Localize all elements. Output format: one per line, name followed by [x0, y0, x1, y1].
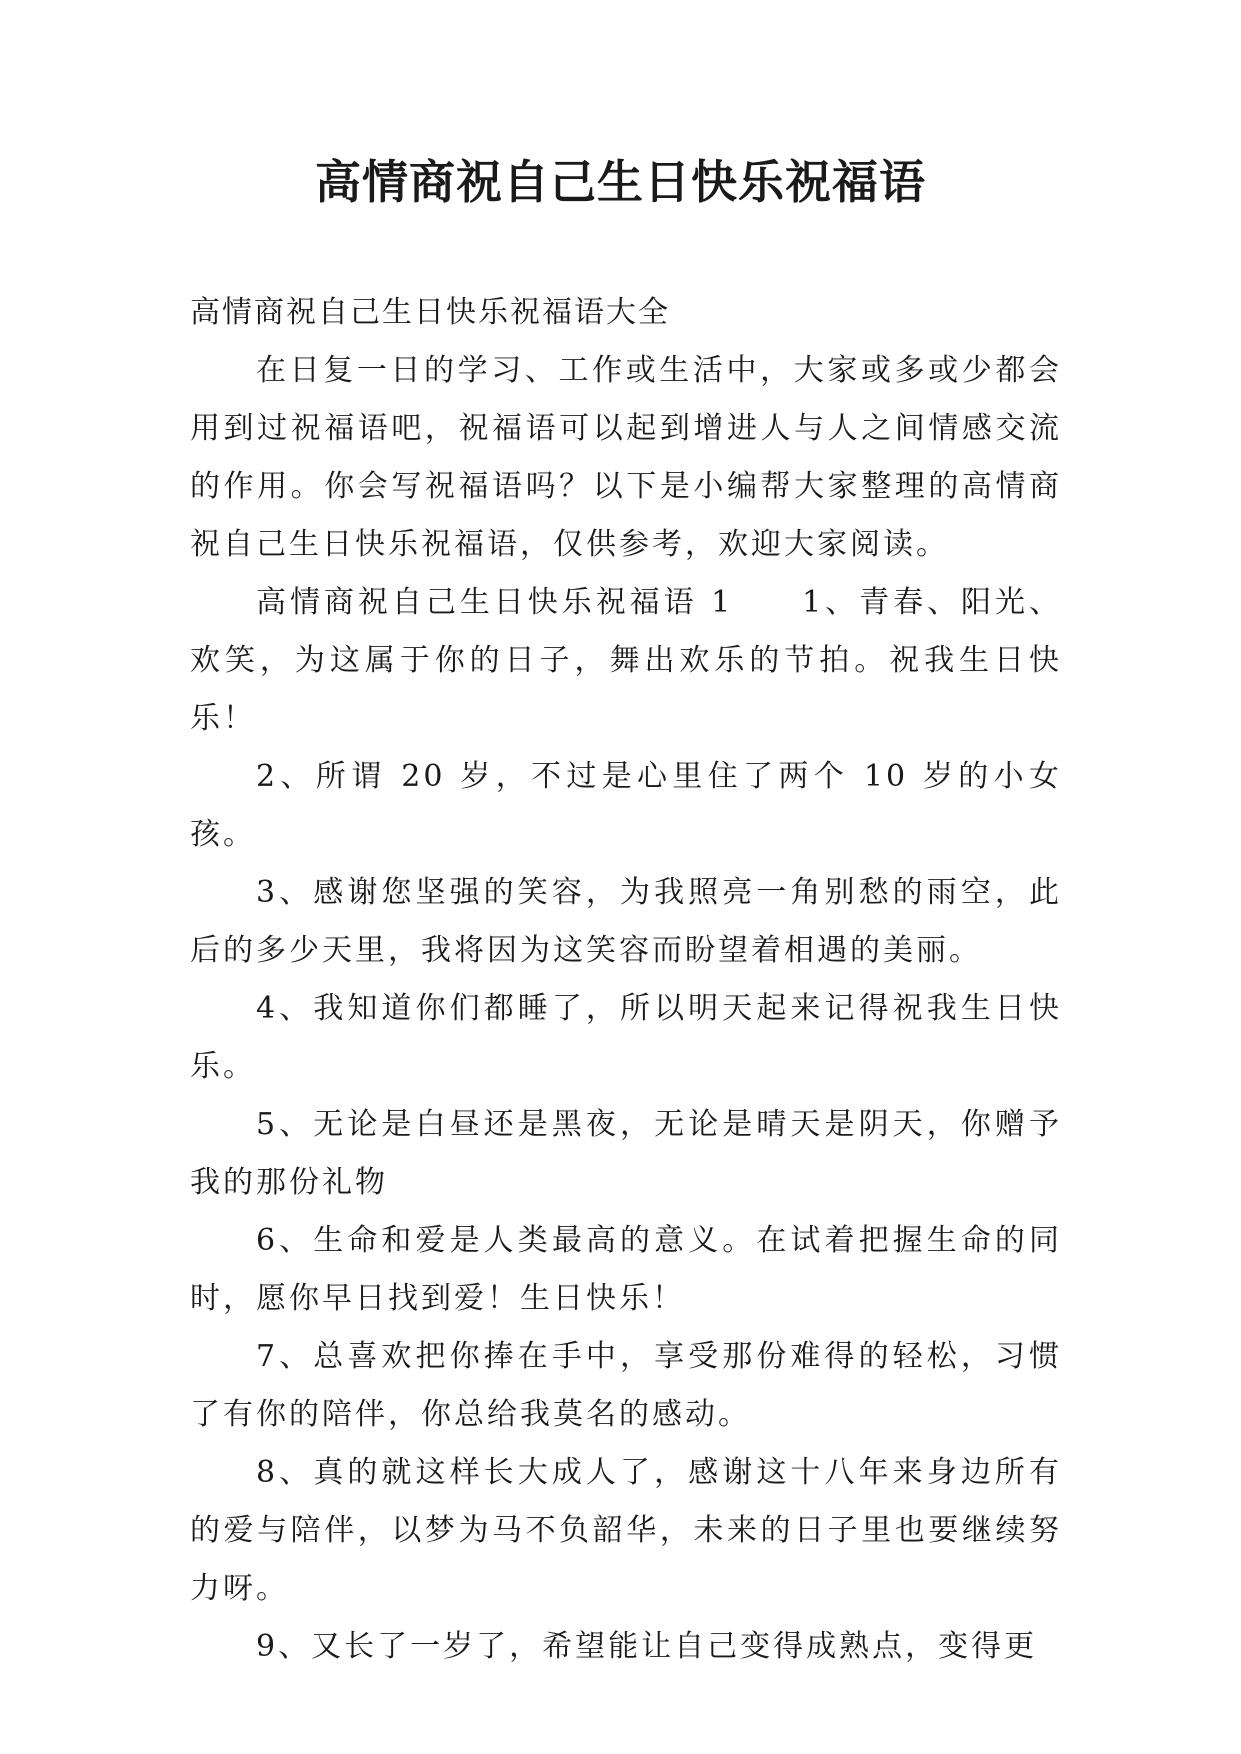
- document-subtitle: 高情商祝自己生日快乐祝福语大全: [190, 295, 670, 330]
- blessing-paragraph-9: 9、又长了一岁了，希望能让自己变得成熟点，变得更: [256, 1629, 1038, 1664]
- blessing-paragraph-4: 4、我知道你们都睡了，所以明天起来记得祝我生日快乐。: [190, 991, 1062, 1084]
- blessing-paragraph-3: 3、感谢您坚强的笑容，为我照亮一角别愁的雨空，此后的多少天里，我将因为这笑容而盼望着相遇的美丽。: [190, 875, 1062, 968]
- intro-paragraph: 在日复一日的学习、工作或生活中，大家或多或少都会用到过祝福语吧，祝福语可以起到增进人与人之间情感交流的作用。你会写祝福语吗？以下是小编帮大家整理的高情商祝自己生日快乐祝福语，仅供参考，欢迎大家阅读。: [190, 353, 1062, 562]
- blessing-paragraph-5: 5、无论是白昼还是黑夜，无论是晴天是阴天，你赠予我的那份礼物: [190, 1107, 1062, 1200]
- document-body: [190, 284, 1062, 1676]
- blessing-paragraph-1: 高情商祝自己生日快乐祝福语 1 1、青春、阳光、欢笑，为这属于你的日子，舞出欢乐的节拍。祝我生日快乐！: [190, 585, 1062, 736]
- blessing-paragraph-8: 8、真的就这样长大成人了，感谢这十八年来身边所有的爱与陪伴，以梦为马不负韶华，未来的日子里也要继续努力呀。: [190, 1455, 1062, 1606]
- blessing-paragraph-2: 2、所谓 20 岁，不过是心里住了两个 10 岁的小女孩。: [190, 759, 1062, 852]
- blessing-paragraph-6: 6、生命和爱是人类最高的意义。在试着把握生命的同时，愿你早日找到爱！生日快乐！: [190, 1223, 1062, 1316]
- blessing-paragraph-7: 7、总喜欢把你捧在手中，享受那份难得的轻松，习惯了有你的陪伴，你总给我莫名的感动。: [190, 1339, 1062, 1432]
- document-title: 高情商祝自己生日快乐祝福语: [315, 155, 926, 209]
